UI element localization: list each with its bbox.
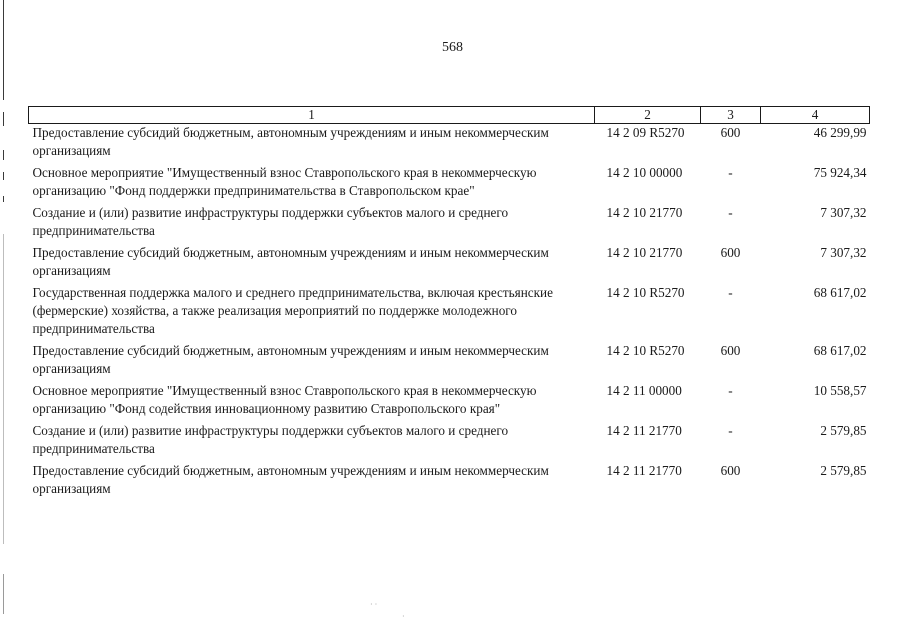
row-sum: 68 617,02 [813,285,867,300]
scan-speck: · [402,612,405,621]
row-type: - [728,205,733,220]
table-row [29,164,870,204]
row-sum: 68 617,02 [813,343,867,358]
row-name: Основное мероприятие "Имущественный взнос Ставропольского края в некоммерческую организацию "Фонд содействия инновационному развитию Ставропольского края" [32,383,537,416]
page-number: 568 [442,40,463,55]
row-sum: 7 307,32 [820,205,867,220]
table-row [29,422,870,462]
row-code: 14 2 10 00000 [606,165,683,180]
row-code: 14 2 11 00000 [606,383,682,398]
row-sum: 2 579,85 [820,423,867,438]
row-name: Предоставление субсидий бюджетным, автономным учреждениям и иным некоммерческим организациям [32,463,549,496]
scan-edge-mark [3,196,4,202]
row-type: - [728,165,733,180]
row-sum: 10 558,57 [813,383,867,398]
row-name: Предоставление субсидий бюджетным, автономным учреждениям и иным некоммерческим организациям [32,125,549,158]
row-type: 600 [720,343,741,358]
table-row [29,284,870,342]
table-row [29,462,870,502]
row-sum: 7 307,32 [820,245,867,260]
row-name: Создание и (или) развитие инфраструктуры поддержки субъектов малого и среднего предпринимательства [32,423,509,456]
row-code: 14 2 10 R5270 [606,343,685,358]
scan-edge-mark [3,574,4,614]
row-type: - [728,383,733,398]
row-name: Государственная поддержка малого и среднего предпринимательства, включая крестьянские (фермерские) хозяйства, а также реализация мероприятий по поддержке молодежного предпринимательства [32,285,553,336]
row-sum: 46 299,99 [813,125,867,140]
column-header-code: 2 [595,107,701,124]
table-header-row [29,107,870,124]
row-name: Предоставление субсидий бюджетным, автономным учреждениям и иным некоммерческим организациям [32,245,549,278]
row-code: 14 2 11 21770 [606,463,682,478]
scan-edge-mark [3,172,4,180]
scan-edge-mark [3,112,4,126]
row-name: Предоставление субсидий бюджетным, автономным учреждениям и иным некоммерческим организациям [32,343,549,376]
row-type: - [728,423,733,438]
row-name: Создание и (или) развитие инфраструктуры поддержки субъектов малого и среднего предпринимательства [32,205,509,238]
column-header-name: 1 [29,107,595,124]
column-header-sum: 4 [761,107,870,124]
row-code: 14 2 11 21770 [606,423,682,438]
scan-edge-mark [3,150,4,160]
column-header-type: 3 [701,107,761,124]
table-row [29,382,870,422]
row-type: - [728,285,733,300]
budget-table [28,106,870,502]
row-code: 14 2 10 21770 [606,245,683,260]
row-name: Основное мероприятие "Имущественный взнос Ставропольского края в некоммерческую организацию "Фонд поддержки предпринимательства в Ставропольском крае" [32,165,537,198]
row-type: 600 [720,245,741,260]
row-sum: 2 579,85 [820,463,867,478]
scan-edge-mark [3,234,4,544]
row-code: 14 2 10 21770 [606,205,683,220]
row-code: 14 2 10 R5270 [606,285,685,300]
table-row [29,124,870,165]
scan-speck: · · [370,600,378,609]
table-row [29,244,870,284]
row-sum: 75 924,34 [813,165,867,180]
row-code: 14 2 09 R5270 [606,125,685,140]
table-row [29,342,870,382]
table-row [29,204,870,244]
row-type: 600 [720,463,741,478]
row-type: 600 [720,125,741,140]
